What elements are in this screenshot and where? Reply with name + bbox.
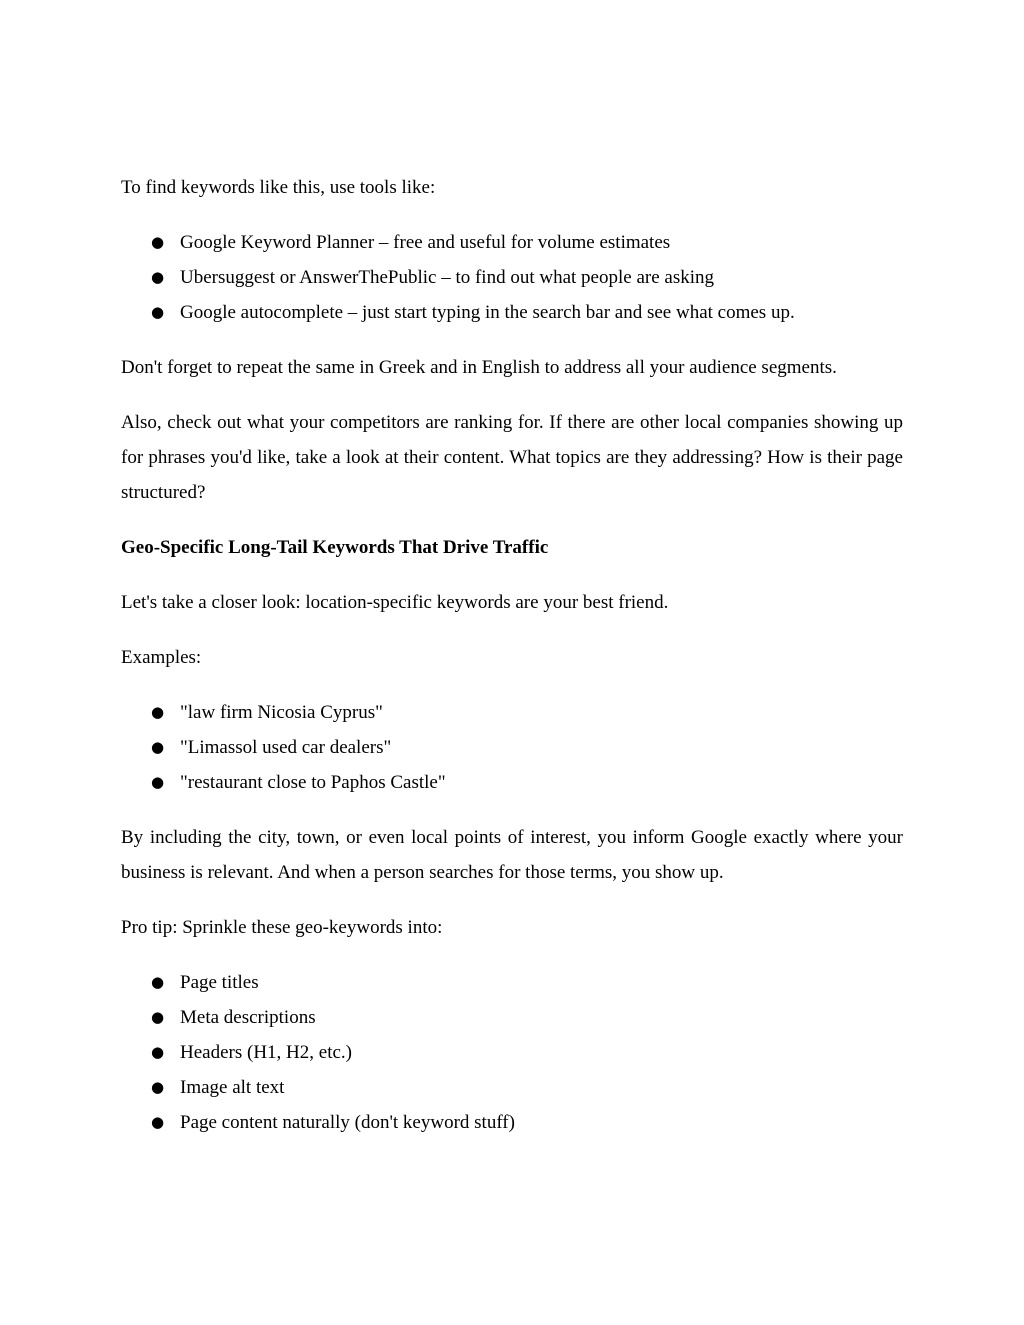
bullet-icon: ● (151, 1078, 165, 1096)
list-item-text: Google autocomplete – just start typing in the search bar and see what comes up. (180, 302, 795, 323)
bullet-icon: ● (151, 773, 165, 791)
bullet-icon: ● (151, 973, 165, 991)
list-item-text: "restaurant close to Paphos Castle" (180, 772, 446, 793)
bullet-icon: ● (151, 1008, 165, 1026)
list-item (121, 965, 903, 1000)
list-item-text: Meta descriptions (180, 1007, 316, 1028)
bullet-icon: ● (151, 1113, 165, 1131)
intro-paragraph: To find keywords like this, use tools like: (121, 177, 436, 198)
city-paragraph: By including the city, town, or even local points of interest, you inform Google exactly where your business is relevant. And when a person searches for those terms, you show up. (121, 827, 903, 883)
document-page (121, 170, 903, 1160)
list-item (121, 695, 903, 730)
list-item-text: Ubersuggest or AnswerThePublic – to find out what people are asking (180, 267, 714, 288)
pro-tip-paragraph: Pro tip: Sprinkle these geo-keywords into: (121, 917, 443, 938)
location-paragraph: Let's take a closer look: location-specific keywords are your best friend. (121, 592, 669, 613)
list-item-text: Page content naturally (don't keyword stuff) (180, 1112, 515, 1133)
bullet-icon: ● (151, 703, 165, 721)
list-item (121, 1070, 903, 1105)
list-item (121, 225, 903, 260)
bullet-icon: ● (151, 1043, 165, 1061)
languages-paragraph: Don't forget to repeat the same in Greek and in English to address all your audience segments. (121, 357, 837, 378)
tools-list (121, 225, 903, 330)
competitors-paragraph: Also, check out what your competitors are ranking for. If there are other local companies showing up for phrases you'd like, take a look at their content. What topics are they addressing? How is their page structured? (121, 412, 903, 503)
list-item (121, 765, 903, 800)
bullet-icon: ● (151, 738, 165, 756)
list-item (121, 1035, 903, 1070)
list-item-text: Image alt text (180, 1077, 285, 1098)
examples-list (121, 695, 903, 800)
list-item (121, 295, 903, 330)
bullet-icon: ● (151, 268, 165, 286)
placements-list (121, 965, 903, 1140)
section-heading: Geo-Specific Long-Tail Keywords That Drive Traffic (121, 537, 549, 558)
examples-label: Examples: (121, 647, 202, 668)
bullet-icon: ● (151, 303, 165, 321)
list-item (121, 730, 903, 765)
bullet-icon: ● (151, 233, 165, 251)
list-item (121, 1000, 903, 1035)
list-item (121, 260, 903, 295)
list-item-text: "Limassol used car dealers" (180, 737, 392, 758)
list-item-text: "law firm Nicosia Cyprus" (180, 702, 383, 723)
list-item-text: Page titles (180, 972, 259, 993)
list-item-text: Google Keyword Planner – free and useful for volume estimates (180, 232, 671, 253)
list-item-text: Headers (H1, H2, etc.) (180, 1042, 352, 1063)
list-item (121, 1105, 903, 1140)
